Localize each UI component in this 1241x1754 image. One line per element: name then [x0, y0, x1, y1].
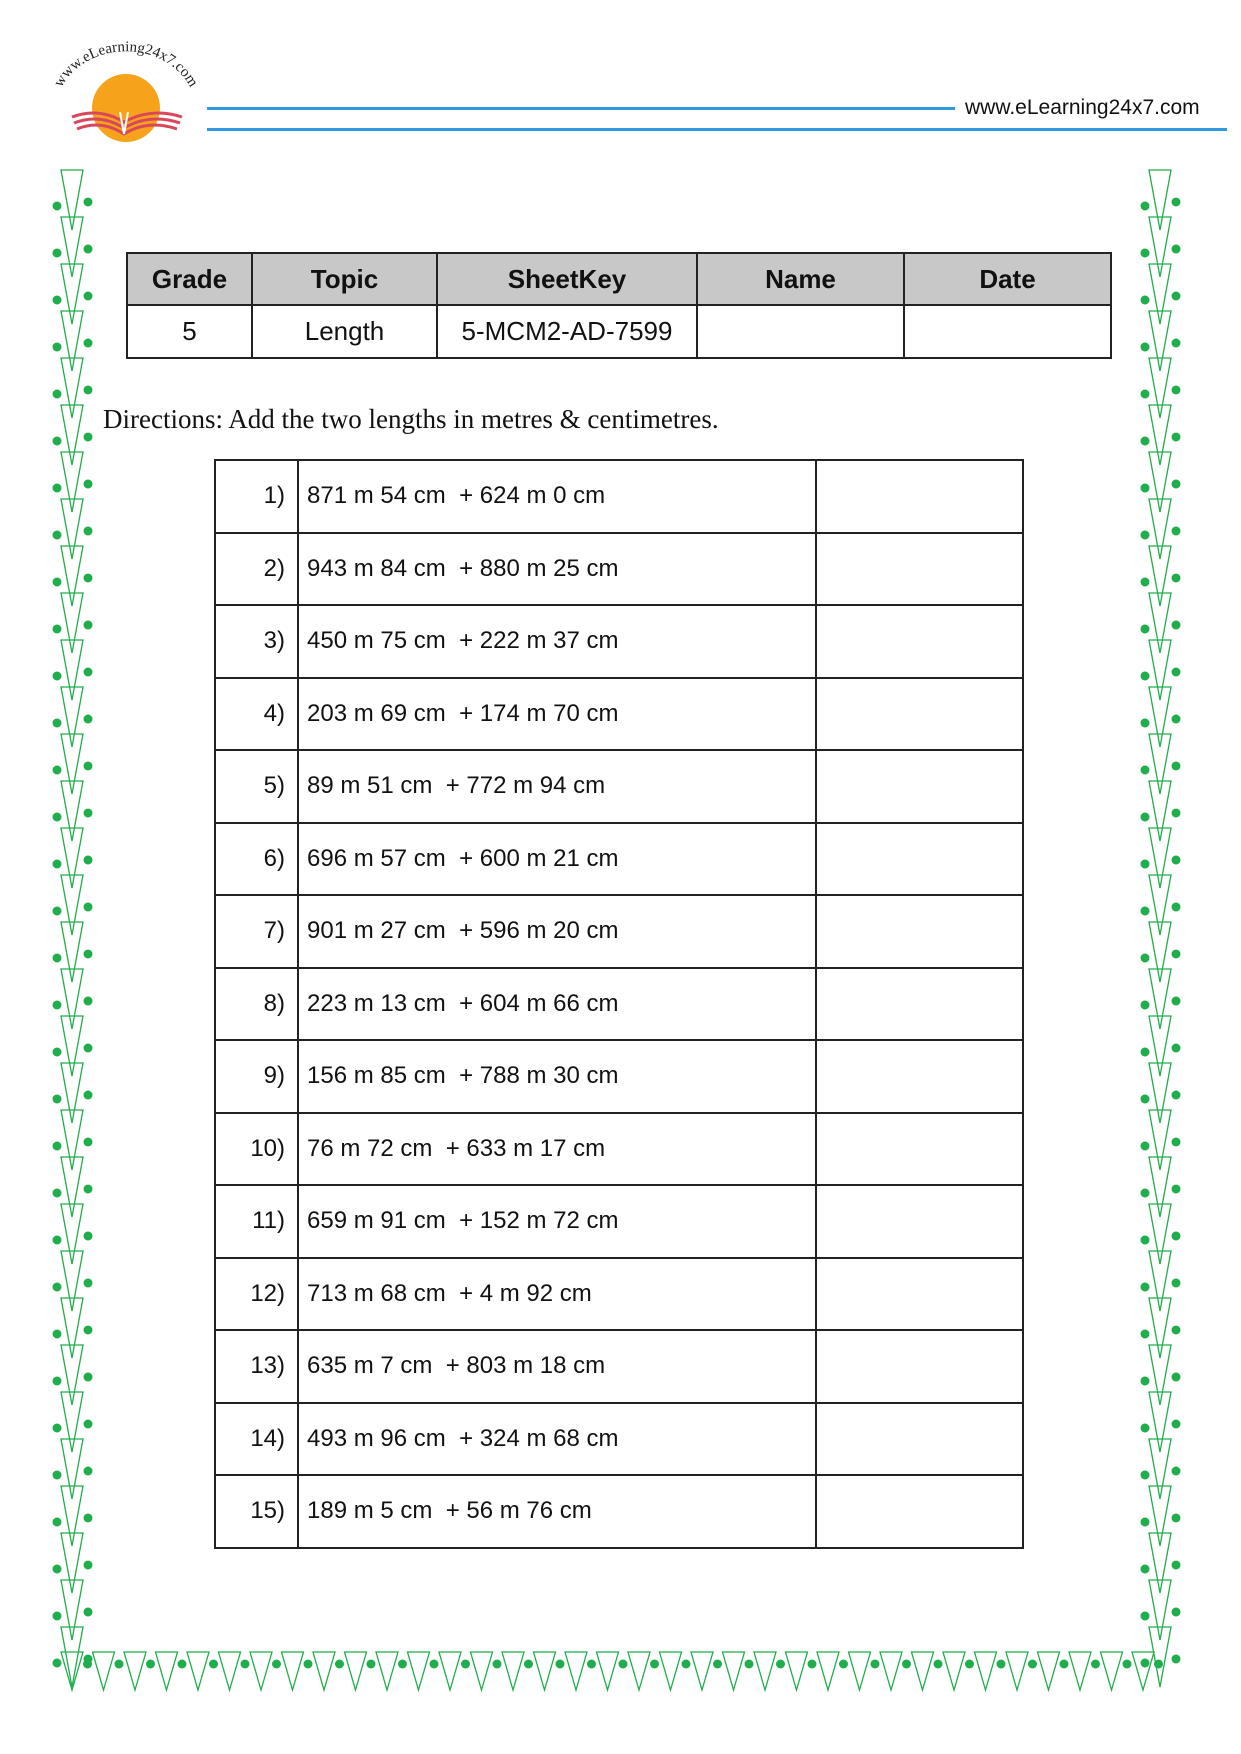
sheetkey-header: SheetKey: [437, 253, 697, 305]
info-value-row: [127, 305, 1111, 358]
answer-cell[interactable]: [816, 1403, 1023, 1476]
problem-row: [215, 678, 1023, 751]
grade-value: 5: [127, 305, 252, 358]
problem-row: [215, 533, 1023, 606]
problem-number: 6): [215, 823, 298, 896]
problem-expression: 89 m 51 cm + 772 m 94 cm: [298, 750, 816, 823]
problem-row: [215, 1185, 1023, 1258]
problem-number: 7): [215, 895, 298, 968]
answer-cell[interactable]: [816, 1185, 1023, 1258]
answer-cell[interactable]: [816, 1113, 1023, 1186]
name-header: Name: [697, 253, 904, 305]
problem-expression: 223 m 13 cm + 604 m 66 cm: [298, 968, 816, 1041]
directions-text: Directions: Add the two lengths in metres & centimetres.: [103, 404, 719, 434]
topic-value: Length: [252, 305, 437, 358]
problem-row: [215, 1330, 1023, 1403]
problem-row: [215, 1040, 1023, 1113]
name-field[interactable]: [697, 305, 904, 358]
problem-number: 5): [215, 750, 298, 823]
answer-cell[interactable]: [816, 460, 1023, 533]
problem-row: [215, 1258, 1023, 1331]
problem-number: 13): [215, 1330, 298, 1403]
problem-number: 8): [215, 968, 298, 1041]
problem-row: [215, 460, 1023, 533]
problem-row: [215, 823, 1023, 896]
problem-expression: 189 m 5 cm + 56 m 76 cm: [298, 1475, 816, 1548]
answer-cell[interactable]: [816, 968, 1023, 1041]
answer-cell[interactable]: [816, 605, 1023, 678]
problem-expression: 450 m 75 cm + 222 m 37 cm: [298, 605, 816, 678]
info-header-row: [127, 253, 1111, 305]
problem-row: [215, 1403, 1023, 1476]
problem-row: [215, 605, 1023, 678]
problem-row: [215, 1475, 1023, 1548]
problem-expression: 635 m 7 cm + 803 m 18 cm: [298, 1330, 816, 1403]
problem-number: 9): [215, 1040, 298, 1113]
problem-number: 12): [215, 1258, 298, 1331]
problems-table: [214, 459, 1024, 1549]
problem-number: 15): [215, 1475, 298, 1548]
answer-cell[interactable]: [816, 678, 1023, 751]
problem-number: 4): [215, 678, 298, 751]
sheetkey-value: 5-MCM2-AD-7599: [437, 305, 697, 358]
problem-number: 3): [215, 605, 298, 678]
problem-expression: 901 m 27 cm + 596 m 20 cm: [298, 895, 816, 968]
problem-number: 14): [215, 1403, 298, 1476]
problem-expression: 696 m 57 cm + 600 m 21 cm: [298, 823, 816, 896]
logo-text: www.eLearning24x7.com: [51, 39, 201, 90]
problem-row: [215, 1113, 1023, 1186]
problem-expression: 871 m 54 cm + 624 m 0 cm: [298, 460, 816, 533]
problem-expression: 493 m 96 cm + 324 m 68 cm: [298, 1403, 816, 1476]
grade-header: Grade: [127, 253, 252, 305]
answer-cell[interactable]: [816, 1040, 1023, 1113]
problem-number: 11): [215, 1185, 298, 1258]
problem-expression: 203 m 69 cm + 174 m 70 cm: [298, 678, 816, 751]
site-url: www.eLearning24x7.com: [965, 96, 1200, 119]
problem-expression: 659 m 91 cm + 152 m 72 cm: [298, 1185, 816, 1258]
info-table: [126, 252, 1112, 359]
problem-expression: 943 m 84 cm + 880 m 25 cm: [298, 533, 816, 606]
date-field[interactable]: [904, 305, 1111, 358]
topic-header: Topic: [252, 253, 437, 305]
problem-number: 1): [215, 460, 298, 533]
problem-number: 2): [215, 533, 298, 606]
answer-cell[interactable]: [816, 823, 1023, 896]
answer-cell[interactable]: [816, 1475, 1023, 1548]
problem-row: [215, 895, 1023, 968]
answer-cell[interactable]: [816, 533, 1023, 606]
problem-expression: 713 m 68 cm + 4 m 92 cm: [298, 1258, 816, 1331]
problem-number: 10): [215, 1113, 298, 1186]
answer-cell[interactable]: [816, 1330, 1023, 1403]
date-header: Date: [904, 253, 1111, 305]
problem-expression: 76 m 72 cm + 633 m 17 cm: [298, 1113, 816, 1186]
problem-expression: 156 m 85 cm + 788 m 30 cm: [298, 1040, 816, 1113]
answer-cell[interactable]: [816, 1258, 1023, 1331]
problem-row: [215, 968, 1023, 1041]
answer-cell[interactable]: [816, 750, 1023, 823]
answer-cell[interactable]: [816, 895, 1023, 968]
problem-row: [215, 750, 1023, 823]
